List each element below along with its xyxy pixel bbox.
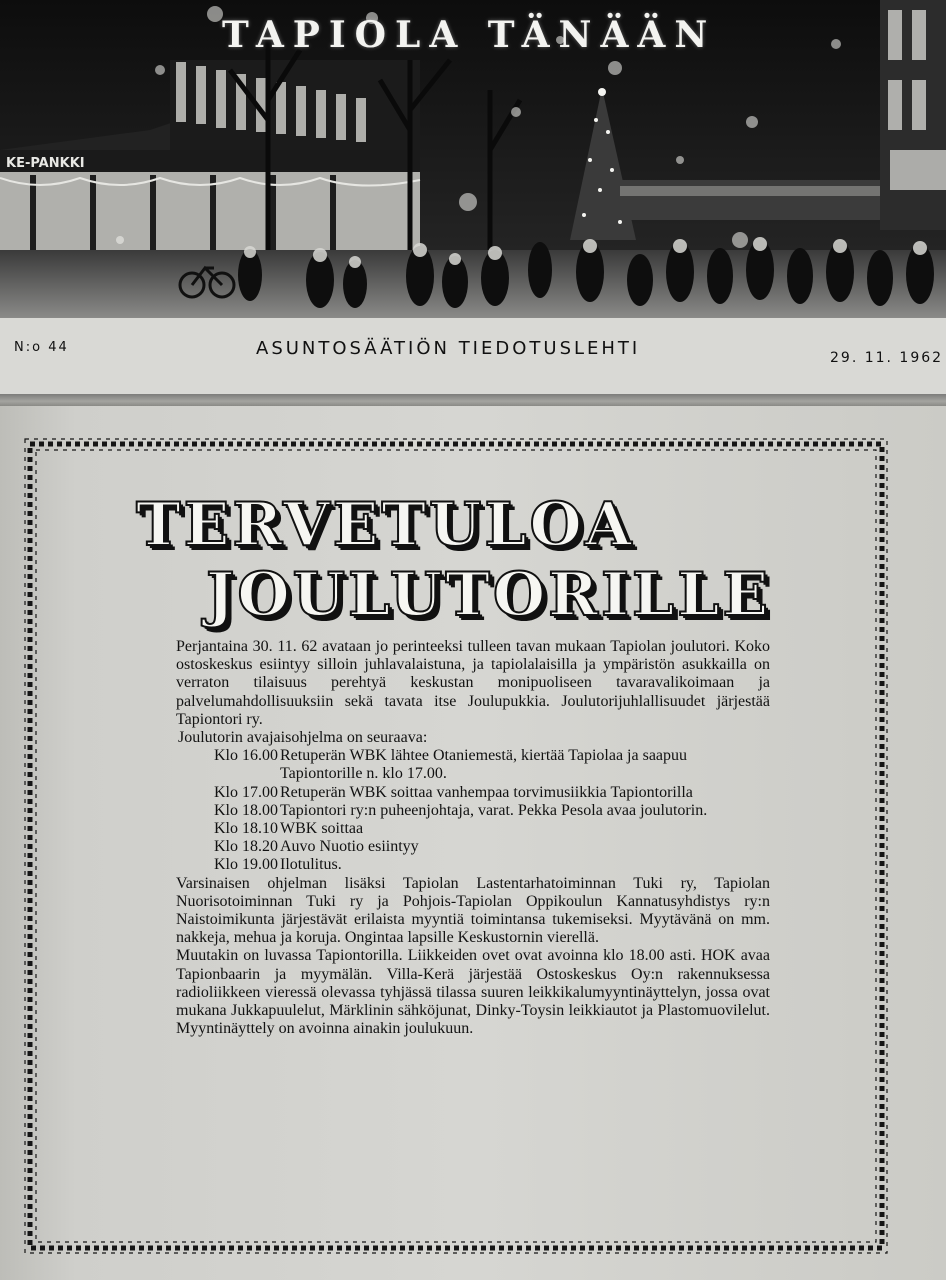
header-rule	[0, 394, 946, 406]
program-time: Klo 17.00	[214, 783, 278, 801]
program-text: Tapiontori ry:n puheenjohtaja, varat. Pekka Pesola avaa joulutorin.	[280, 801, 708, 819]
program-text: Auvo Nuotio esiintyy	[280, 838, 419, 856]
program-item	[176, 856, 770, 874]
masthead-photo	[0, 0, 946, 318]
headline	[136, 490, 796, 630]
shops-paragraph: Muutakin on luvassa Tapiontorilla. Liikkeiden ovet ovat avoinna klo 18.00 asti. HOK avaa Tapionbaarin ja myymälän. Villa-Kerä järjestää Ostoskeskus Oy:n rakennuksessa radioliikkeen vieressä olevassa tyhjässä tilassa suuren leikkikalumyyntinäyttelyn, jossa ovat mukana Jukkapuulelut, Märklinin sähköjunat, Dinky-Toysin leikkiautot ja Plastomuovilelut. Myyntinäyttely on avoinna ainakin joulukuun.	[176, 947, 770, 1038]
program-intro: Joulutorin avajaisohjelma on seuraava:	[178, 729, 428, 747]
bank-sign: KE-PANKKI	[6, 156, 85, 171]
program-time: Klo 18.00	[214, 801, 278, 819]
program-time: Klo 16.00	[214, 747, 278, 765]
program-item	[176, 820, 770, 838]
sales-paragraph: Varsinaisen ohjelman lisäksi Tapiolan Lastentarhatoiminnan Tuki ry, Tapiolan Nuorisotoiminnan Tuki ry ja Pohjois-Tapiolan Oppikoulun Kannatusyhdistys ry:n Naistoimikunta järjestävät erilaista myyntiä toimintansa tukemiseksi. Myytävänä on mm. nakkeja, mehua ja koruja. Ongintaa lapsille Keskustornin vierellä.	[176, 874, 770, 947]
program-time: Klo 18.20	[214, 838, 278, 856]
program-item	[176, 802, 770, 820]
article-body	[176, 638, 770, 1038]
publication-date: 29. 11. 1962	[830, 350, 944, 366]
program-text: WBK soittaa	[280, 820, 364, 838]
publication-subtitle: ASUNTOSÄÄTIÖN TIEDOTUSLEHTI	[256, 338, 641, 359]
program-item	[176, 838, 770, 856]
program-text: Ilotulitus.	[280, 856, 342, 874]
program-item	[176, 747, 770, 783]
headline-line-1: TERVETULOA	[136, 490, 635, 560]
program-list	[176, 747, 770, 874]
program-time: Klo 19.00	[214, 856, 278, 874]
masthead-title: TAPIOLA TÄNÄÄN	[222, 14, 717, 56]
intro-paragraph: Perjantaina 30. 11. 62 avataan jo perinteeksi tulleen tavan mukaan Tapiolan joulutori. Koko ostoskeskus esiintyy silloin juhlavalaistuna, ja tapiolalaisilla ja ympäristön asukkailla on verraton tilaisuus perehtyä keskustan monipuoliseen tavaravalikoimaan ja palvelumahdollisuuksiin sekä tavata itse Joulupukkia. Joulutorijuhlallisuudet järjestää Tapiontori ry.	[176, 638, 770, 728]
headline-line-2: JOULUTORILLE	[206, 560, 772, 630]
program-text: Retuperän WBK lähtee Otaniemestä, kiertää Tapiolaa ja saapuu Tapiontorille n. klo 17.00.	[280, 747, 688, 783]
program-item	[176, 784, 770, 802]
issue-number: N:o 44	[14, 340, 69, 355]
program-time: Klo 18.10	[214, 820, 278, 838]
program-text: Retuperän WBK soittaa vanhempaa torvimusiikkia Tapiontorilla	[280, 783, 693, 801]
